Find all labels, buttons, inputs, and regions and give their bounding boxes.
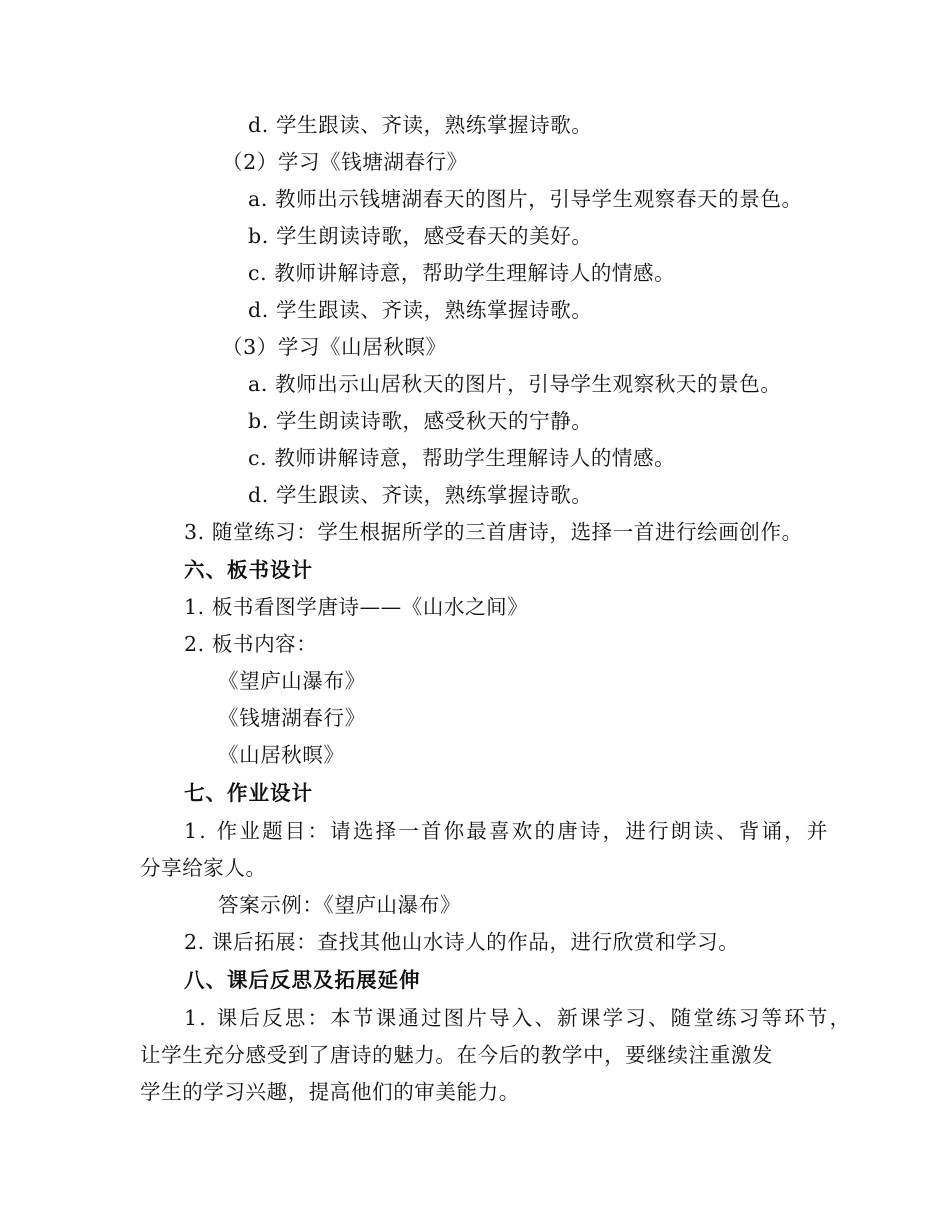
practice-line: 3. 随堂练习：学生根据所学的三首唐诗，选择一首进行绘画创作。 — [184, 520, 803, 544]
board-poem-line: 《山居秋暝》 — [218, 743, 345, 767]
subsection-3-heading: （3）学习《山居秋暝》 — [222, 335, 447, 359]
reflection-line-cont: 学生的学习兴趣，提高他们的审美能力。 — [140, 1080, 520, 1104]
step-a-line: a. 教师出示山居秋天的图片，引导学生观察秋天的景色。 — [248, 372, 782, 396]
board-poem-line: 《钱塘湖春行》 — [218, 706, 366, 730]
homework-task-line-cont: 分享给家人。 — [140, 856, 267, 880]
step-c-line: c. 教师讲解诗意，帮助学生理解诗人的情感。 — [248, 446, 676, 470]
step-a-line: a. 教师出示钱塘湖春天的图片，引导学生观察春天的景色。 — [248, 187, 803, 211]
section-heading-homework: 七、作业设计 — [184, 781, 313, 805]
reflection-line-cont: 让学生充分感受到了唐诗的魅力。在今后的教学中，要继续注重激发 — [140, 1043, 773, 1067]
step-b-line: b. 学生朗读诗歌，感受春天的美好。 — [248, 224, 593, 248]
section-heading-board: 六、板书设计 — [184, 558, 313, 582]
board-poem-line: 《望庐山瀑布》 — [218, 669, 366, 693]
homework-task-line: 1. 作业题目：请选择一首你最喜欢的唐诗，进行朗读、背诵，并 — [184, 819, 830, 843]
step-d-line: d. 学生跟读、齐读，熟练掌握诗歌。 — [248, 298, 593, 322]
section-heading-reflection: 八、课后反思及拓展延伸 — [184, 968, 421, 992]
extension-line: 2. 课后拓展：查找其他山水诗人的作品，进行欣赏和学习。 — [184, 930, 740, 954]
step-c-line: c. 教师讲解诗意，帮助学生理解诗人的情感。 — [248, 261, 676, 285]
board-content-line: 2. 板书内容： — [184, 632, 318, 656]
step-d-line: d. 学生跟读、齐读，熟练掌握诗歌。 — [248, 483, 593, 507]
subsection-2-heading: （2）学习《钱塘湖春行》 — [222, 150, 468, 174]
step-d-line: d. 学生跟读、齐读，熟练掌握诗歌。 — [248, 113, 593, 137]
step-b-line: b. 学生朗读诗歌，感受秋天的宁静。 — [248, 409, 593, 433]
answer-example-line: 答案示例：《望庐山瀑布》 — [218, 893, 461, 917]
reflection-line: 1. 课后反思：本节课通过图片导入、新课学习、随堂练习等环节， — [184, 1006, 853, 1030]
board-title-line: 1. 板书看图学唐诗——《山水之间》 — [184, 595, 529, 619]
